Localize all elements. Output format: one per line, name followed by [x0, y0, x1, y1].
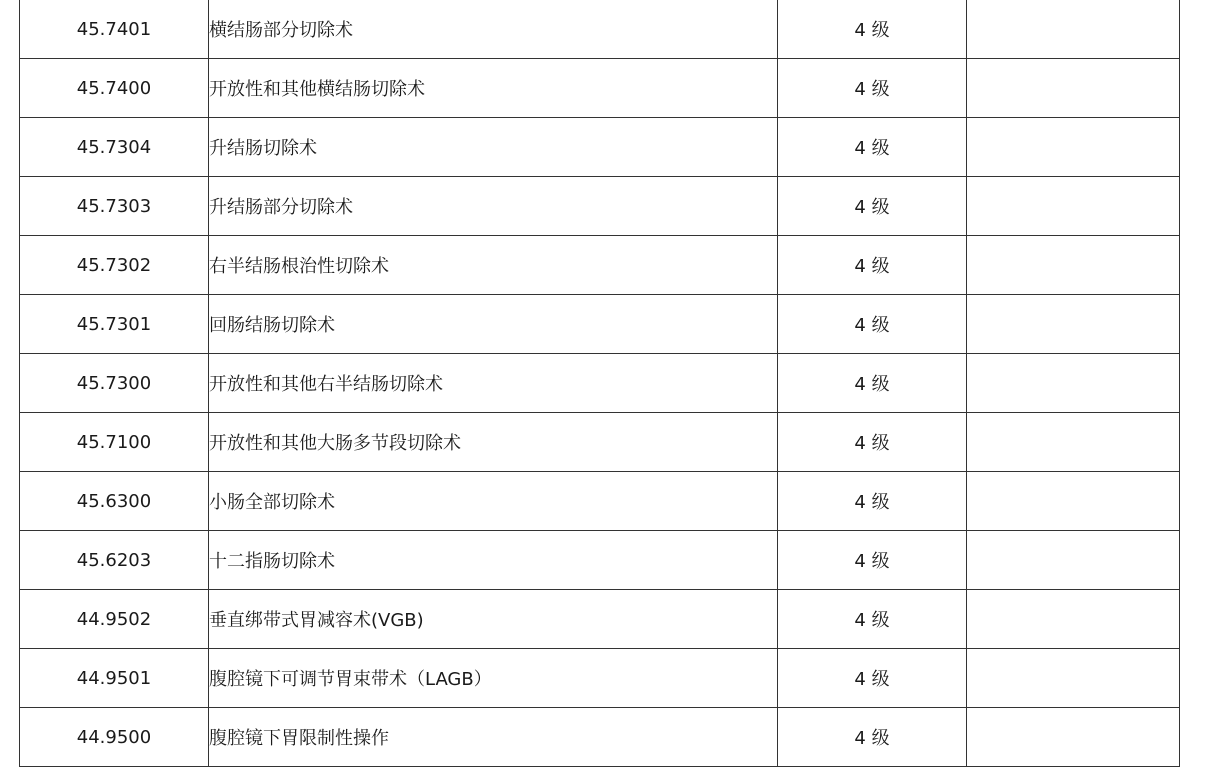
procedure-name-cell: 开放性和其他大肠多节段切除术	[209, 413, 778, 472]
procedure-note-cell	[967, 295, 1180, 354]
procedure-note-cell	[967, 0, 1180, 59]
procedure-code-cell: 45.6300	[20, 472, 209, 531]
table-row	[20, 413, 1180, 472]
procedure-code-cell: 45.7301	[20, 295, 209, 354]
table-row	[20, 118, 1180, 177]
table-row	[20, 590, 1180, 649]
procedure-note-cell	[967, 354, 1180, 413]
procedure-level-cell: 4 级	[778, 708, 967, 767]
procedure-code-cell: 45.7303	[20, 177, 209, 236]
procedure-level-cell: 4 级	[778, 354, 967, 413]
procedure-level-cell: 4 级	[778, 236, 967, 295]
table-row	[20, 649, 1180, 708]
table-row	[20, 295, 1180, 354]
procedure-note-cell	[967, 59, 1180, 118]
procedure-name-cell: 升结肠部分切除术	[209, 177, 778, 236]
table-row	[20, 531, 1180, 590]
procedure-name-cell: 升结肠切除术	[209, 118, 778, 177]
procedure-table-body	[20, 0, 1180, 767]
procedure-note-cell	[967, 472, 1180, 531]
procedure-level-cell: 4 级	[778, 59, 967, 118]
procedure-name-cell: 开放性和其他横结肠切除术	[209, 59, 778, 118]
procedure-code-cell: 44.9502	[20, 590, 209, 649]
procedure-level-cell: 4 级	[778, 177, 967, 236]
table-row	[20, 59, 1180, 118]
procedure-level-cell: 4 级	[778, 590, 967, 649]
procedure-level-cell: 4 级	[778, 472, 967, 531]
procedure-code-cell: 45.7100	[20, 413, 209, 472]
procedure-name-cell: 腹腔镜下可调节胃束带术（LAGB）	[209, 649, 778, 708]
procedure-table	[19, 0, 1180, 767]
table-row	[20, 354, 1180, 413]
procedure-note-cell	[967, 118, 1180, 177]
procedure-note-cell	[967, 177, 1180, 236]
procedure-code-cell: 45.6203	[20, 531, 209, 590]
table-row	[20, 472, 1180, 531]
procedure-level-cell: 4 级	[778, 0, 967, 59]
procedure-level-cell: 4 级	[778, 295, 967, 354]
procedure-level-cell: 4 级	[778, 649, 967, 708]
procedure-code-cell: 45.7400	[20, 59, 209, 118]
procedure-name-cell: 腹腔镜下胃限制性操作	[209, 708, 778, 767]
procedure-name-cell: 右半结肠根治性切除术	[209, 236, 778, 295]
procedure-level-cell: 4 级	[778, 118, 967, 177]
procedure-code-cell: 45.7304	[20, 118, 209, 177]
procedure-name-cell: 横结肠部分切除术	[209, 0, 778, 59]
procedure-note-cell	[967, 708, 1180, 767]
table-row	[20, 0, 1180, 59]
procedure-note-cell	[967, 649, 1180, 708]
procedure-level-cell: 4 级	[778, 531, 967, 590]
procedure-name-cell: 回肠结肠切除术	[209, 295, 778, 354]
procedure-note-cell	[967, 590, 1180, 649]
procedure-name-cell: 十二指肠切除术	[209, 531, 778, 590]
procedure-code-cell: 45.7401	[20, 0, 209, 59]
procedure-note-cell	[967, 413, 1180, 472]
procedure-code-cell: 44.9500	[20, 708, 209, 767]
procedure-name-cell: 开放性和其他右半结肠切除术	[209, 354, 778, 413]
table-row	[20, 236, 1180, 295]
procedure-note-cell	[967, 236, 1180, 295]
procedure-name-cell: 垂直绑带式胃减容术(VGB)	[209, 590, 778, 649]
table-row	[20, 708, 1180, 767]
procedure-code-cell: 45.7300	[20, 354, 209, 413]
procedure-note-cell	[967, 531, 1180, 590]
table-row	[20, 177, 1180, 236]
procedure-code-cell: 44.9501	[20, 649, 209, 708]
procedure-name-cell: 小肠全部切除术	[209, 472, 778, 531]
procedure-level-cell: 4 级	[778, 413, 967, 472]
procedure-code-cell: 45.7302	[20, 236, 209, 295]
